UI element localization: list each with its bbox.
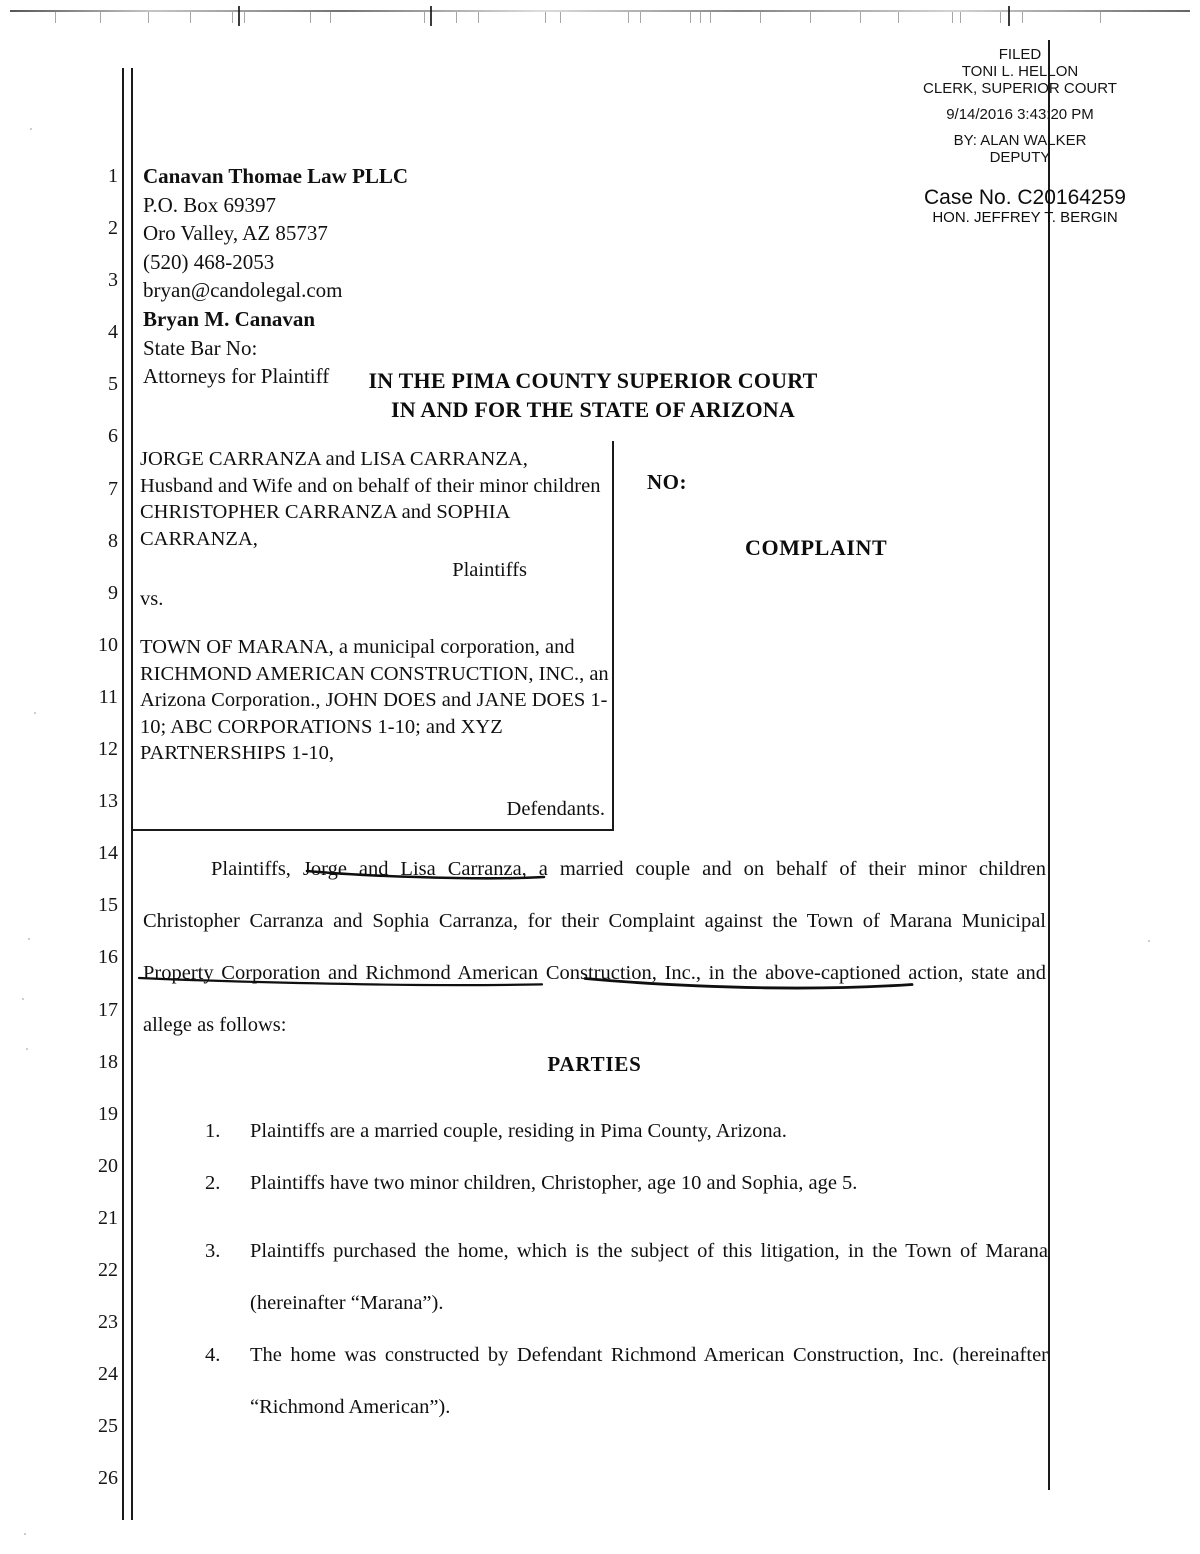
paragraph-number: 2. — [205, 1172, 221, 1194]
filing-stamp-clerk-title: CLERK, SUPERIOR COURT — [923, 80, 1117, 97]
numbered-paragraph-1 — [205, 1105, 1050, 1157]
scan-speck — [1148, 940, 1150, 942]
numbered-paragraph-4 — [205, 1329, 1048, 1433]
caption-box-bottom-rule — [133, 829, 614, 831]
law-firm-po-box: P.O. Box 69397 — [143, 192, 277, 217]
line-number: 8 — [108, 529, 118, 552]
line-number: 10 — [98, 633, 118, 656]
plaintiffs-names: JORGE CARRANZA and LISA CARRANZA, Husband and Wife and on behalf of their minor children CHRISTOPHER CARRANZA and SOPHIA CARRANZA, — [140, 448, 601, 550]
line-number: 23 — [98, 1311, 118, 1334]
filing-stamp-by: BY: ALAN WALKER — [953, 132, 1087, 149]
line-number: 13 — [98, 790, 118, 813]
case-number-label: NO: — [647, 470, 687, 494]
case-number-block — [860, 186, 1190, 227]
scan-tick — [100, 12, 101, 23]
scan-tick — [232, 12, 233, 23]
scan-top-rule — [10, 10, 1190, 12]
paragraph-text: The home was constructed by Defendant Richmond American Construction, Inc. (hereinafter “Richmond American”). — [250, 1344, 1048, 1419]
filing-stamp-datetime: 9/14/2016 3:43:20 PM — [946, 106, 1094, 123]
scan-tick — [860, 12, 861, 23]
scan-tick — [190, 12, 191, 23]
paragraph-number: 3. — [205, 1240, 221, 1262]
line-number: 4 — [108, 321, 118, 344]
attorney-name: Bryan M. Canavan — [143, 306, 316, 331]
scan-tick — [952, 12, 953, 23]
scan-tick — [310, 12, 311, 23]
caption-defendants: TOWN OF MARANA, a municipal corporation, and RICHMOND AMERICAN CONSTRUCTION, INC., an Arizona Corporation., JOHN DOES and JANE DOES 1-10; ABC CORPORATIONS 1-10; and XYZ PARTNERSHIPS 1-10, — [140, 636, 609, 764]
scan-tick — [640, 12, 641, 23]
scan-tick — [628, 12, 629, 23]
line-number: 16 — [98, 946, 118, 969]
line-number: 12 — [98, 738, 118, 761]
paragraph-number: 4. — [205, 1344, 221, 1366]
scan-speck — [24, 1533, 26, 1535]
attorney-role: Attorneys for Plaintiff — [143, 364, 330, 389]
law-firm-phone: (520) 468-2053 — [143, 249, 275, 274]
caption-plaintiffs — [140, 446, 605, 584]
line-number: 6 — [108, 425, 118, 448]
scan-tick — [1000, 12, 1001, 23]
scan-tick — [960, 12, 961, 23]
scan-speck — [22, 998, 24, 1000]
scan-tick — [700, 12, 701, 23]
scan-tick — [244, 12, 245, 23]
paragraph-number: 1. — [205, 1120, 221, 1142]
scan-tick — [1100, 12, 1101, 23]
scan-tick — [55, 12, 56, 23]
attorney-block — [143, 162, 408, 391]
scan-tick — [238, 6, 240, 26]
scan-speck — [26, 1048, 28, 1050]
line-number: 20 — [98, 1154, 118, 1177]
line-number: 2 — [108, 217, 118, 240]
line-number: 18 — [98, 1050, 118, 1073]
line-number: 26 — [98, 1467, 118, 1490]
section-heading-parties: PARTIES — [547, 1052, 642, 1076]
scan-tick — [810, 12, 811, 23]
filing-stamp-clerk-name: TONI L. HELLON — [961, 63, 1079, 80]
case-number: Case No. C20164259 — [924, 186, 1126, 209]
scan-tick — [430, 6, 432, 26]
document-title: COMPLAINT — [745, 535, 888, 560]
line-number: 19 — [98, 1102, 118, 1125]
scan-tick — [330, 12, 331, 23]
scan-tick — [1008, 6, 1010, 26]
scan-speck — [28, 938, 30, 940]
defendants-label: Defendants. — [506, 798, 605, 820]
right-margin-rule — [1048, 40, 1050, 1490]
court-heading-line-1: IN THE PIMA COUNTY SUPERIOR COURT — [368, 368, 818, 393]
intro-paragraph: Plaintiffs, Jorge and Lisa Carranza, a married couple and on behalf of their minor children Christopher Carranza and Sophia Carranza, for their Complaint against the Town of Marana Municipal Property Corporation and Richmond American Construction, Inc., in the above-captioned action, state and allege as follows: — [143, 858, 1046, 1037]
attorney-bar-number: State Bar No: — [143, 335, 258, 360]
line-number: 22 — [98, 1258, 118, 1281]
line-number-column — [78, 150, 118, 1504]
assigned-judge: HON. JEFFREY T. BERGIN — [932, 209, 1118, 226]
paragraph-text: Plaintiffs have two minor children, Christopher, age 10 and Sophia, age 5. — [250, 1172, 858, 1194]
line-number: 7 — [108, 477, 118, 500]
court-heading-line-2: IN AND FOR THE STATE OF ARIZONA — [391, 397, 795, 422]
scan-tick — [424, 12, 425, 23]
scan-speck — [30, 128, 32, 130]
court-heading — [143, 366, 1043, 424]
scan-tick — [898, 12, 899, 23]
paragraph-text: Plaintiffs are a married couple, residing in Pima County, Arizona. — [250, 1120, 787, 1142]
line-number: 17 — [98, 998, 118, 1021]
scan-tick — [148, 12, 149, 23]
paragraph-text: Plaintiffs purchased the home, which is the subject of this litigation, in the Town of Marana (hereinafter “Marana”). — [250, 1240, 1048, 1315]
filing-stamp-deputy: DEPUTY — [989, 149, 1051, 166]
line-number: 1 — [108, 165, 118, 187]
filing-stamp — [860, 46, 1180, 166]
line-number: 11 — [98, 685, 118, 708]
line-number: 15 — [98, 894, 118, 917]
scan-tick — [478, 12, 479, 23]
numbered-paragraph-3 — [205, 1225, 1048, 1329]
law-firm-city-state-zip: Oro Valley, AZ 85737 — [143, 221, 328, 246]
scan-tick — [710, 12, 711, 23]
filing-stamp-filed: FILED — [998, 46, 1042, 63]
scan-tick — [690, 12, 691, 23]
numbered-paragraph-2 — [205, 1157, 1050, 1209]
versus-label: vs. — [140, 588, 164, 610]
scan-tick — [560, 12, 561, 23]
line-number: 25 — [98, 1415, 118, 1438]
line-number: 9 — [108, 581, 118, 604]
line-number: 3 — [108, 269, 118, 292]
left-margin-rule-inner — [131, 68, 133, 1520]
scan-tick — [456, 12, 457, 23]
line-number: 14 — [98, 842, 118, 865]
scan-tick — [1022, 12, 1023, 23]
line-number: 21 — [98, 1206, 118, 1229]
left-margin-rule-outer — [122, 68, 124, 1520]
plaintiffs-label: Plaintiffs — [452, 559, 527, 581]
scan-tick — [545, 12, 546, 23]
law-firm-email: bryan@candolegal.com — [143, 278, 343, 303]
scan-tick — [760, 12, 761, 23]
law-firm-name: Canavan Thomae Law PLLC — [143, 164, 409, 188]
scan-speck — [34, 712, 36, 714]
caption-box-divider — [612, 441, 614, 830]
line-number: 24 — [98, 1363, 118, 1386]
line-number: 5 — [108, 373, 118, 396]
